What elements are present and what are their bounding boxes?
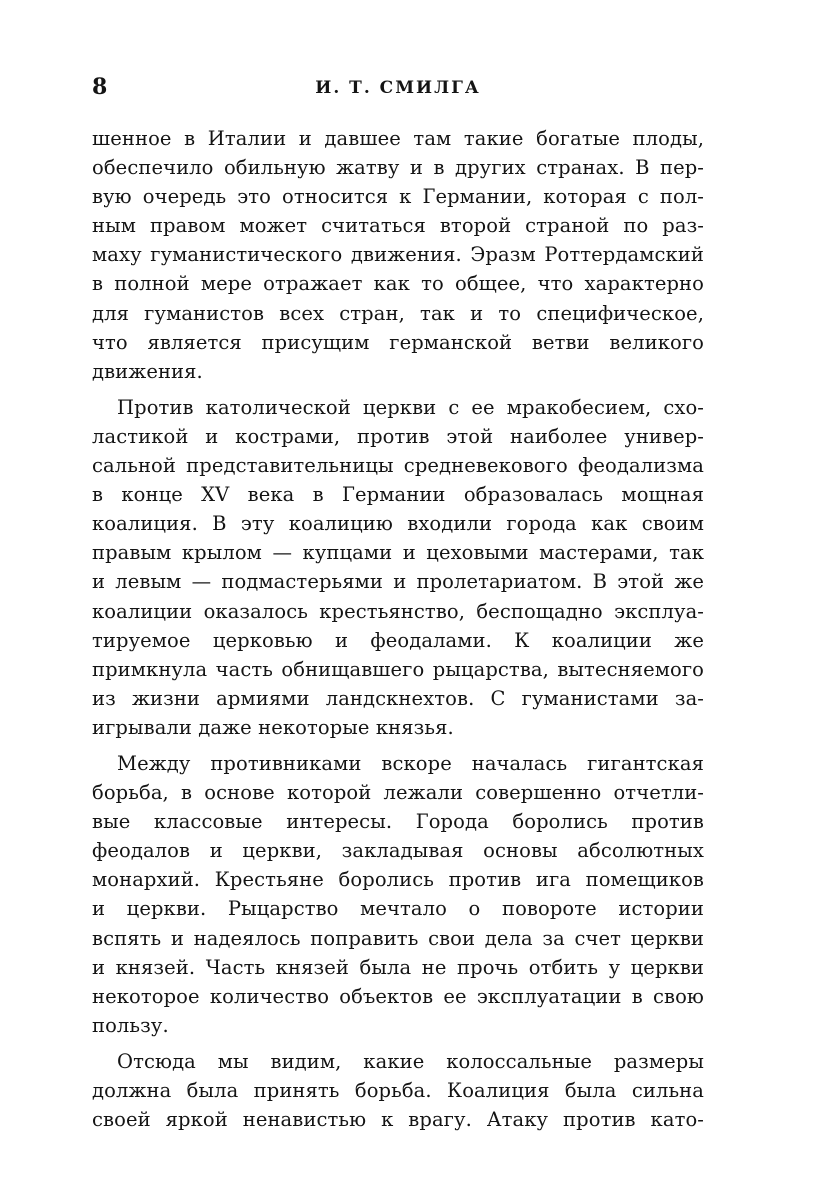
paragraph-gap <box>92 386 704 393</box>
text-line: сальной представительницы средневекового феодализма <box>92 454 704 478</box>
text-line: в полной мере отражает как то общее, что характерно <box>92 272 704 296</box>
paragraph-gap <box>92 742 704 749</box>
text-line: Между противниками вскоре началась гигантская <box>117 751 704 775</box>
text-line: коалиция. В эту коалицию входили города как своим <box>92 512 704 536</box>
text-line: примкнула часть обнищавшего рыцарства, вытесняемого <box>92 657 704 681</box>
paragraph-gap <box>92 1040 704 1047</box>
text-line: монархий. Крестьяне боролись против ига помещиков <box>92 868 704 892</box>
paragraph <box>92 1047 704 1134</box>
text-line: и князей. Часть князей была не прочь отбить у церкви <box>92 955 704 979</box>
text-line: в конце XV века в Германии образовалась мощная <box>92 483 704 507</box>
text-line: вые классовые интересы. Города боролись против <box>92 810 704 834</box>
text-line: и левым — подмастерьями и пролетариатом. В этой же <box>92 570 704 594</box>
text-line: обеспечило обильную жатву и в других странах. В пер- <box>92 156 704 180</box>
text-line: движения. <box>92 359 203 383</box>
text-line: Отсюда мы видим, какие колоссальные размеры <box>117 1049 704 1073</box>
text-line: и церкви. Рыцарство мечтало о повороте истории <box>92 897 704 921</box>
text-line: своей яркой ненавистью к врагу. Атаку против като- <box>92 1108 704 1132</box>
text-line: правым крылом — купцами и цеховыми мастерами, так <box>92 541 704 565</box>
page-number: 8 <box>92 74 108 100</box>
text-line: тируемое церковью и феодалами. К коалиции же <box>92 628 704 652</box>
page-header <box>92 74 704 100</box>
text-line: должна была принять борьба. Коалиция была сильна <box>92 1079 704 1102</box>
paragraph <box>92 749 704 1040</box>
text-line: для гуманистов всех стран, так и то специфическое, <box>92 301 704 325</box>
text-line: вую очередь это относится к Германии, которая с пол- <box>92 185 704 209</box>
text-line: вспять и надеялось поправить свои дела за счет церкви <box>92 926 704 950</box>
text-line: игрывали даже некоторые князья. <box>92 715 454 739</box>
text-line: ластикой и кострами, против этой наиболее универ- <box>92 424 704 448</box>
text-line: шенное в Италии и давшее там такие богатые плоды, <box>92 127 704 150</box>
text-line: маху гуманистического движения. Эразм Роттердамский <box>92 243 704 267</box>
text-line: Против католической церкви с ее мракобесием, схо- <box>117 395 704 419</box>
text-line: коалиции оказалось крестьянство, беспощадно эксплуа- <box>92 599 704 623</box>
text-line: что является присущим германской ветви великого <box>92 330 704 354</box>
body-text <box>92 124 704 1134</box>
text-line: некоторое количество объектов ее эксплуатации в свою <box>92 984 704 1008</box>
text-line: из жизни армиями ландскнехтов. С гуманистами за- <box>92 686 704 710</box>
paragraph <box>92 124 704 386</box>
text-line: феодалов и церкви, закладывая основы абсолютных <box>92 839 704 863</box>
paragraph <box>92 393 704 742</box>
running-head: И. Т. СМИЛГА <box>315 78 481 98</box>
text-line: ным правом может считаться второй страной по раз- <box>92 214 704 238</box>
text-line: борьба, в основе которой лежали совершенно отчетли- <box>92 781 704 805</box>
text-line: пользу. <box>92 1013 169 1037</box>
